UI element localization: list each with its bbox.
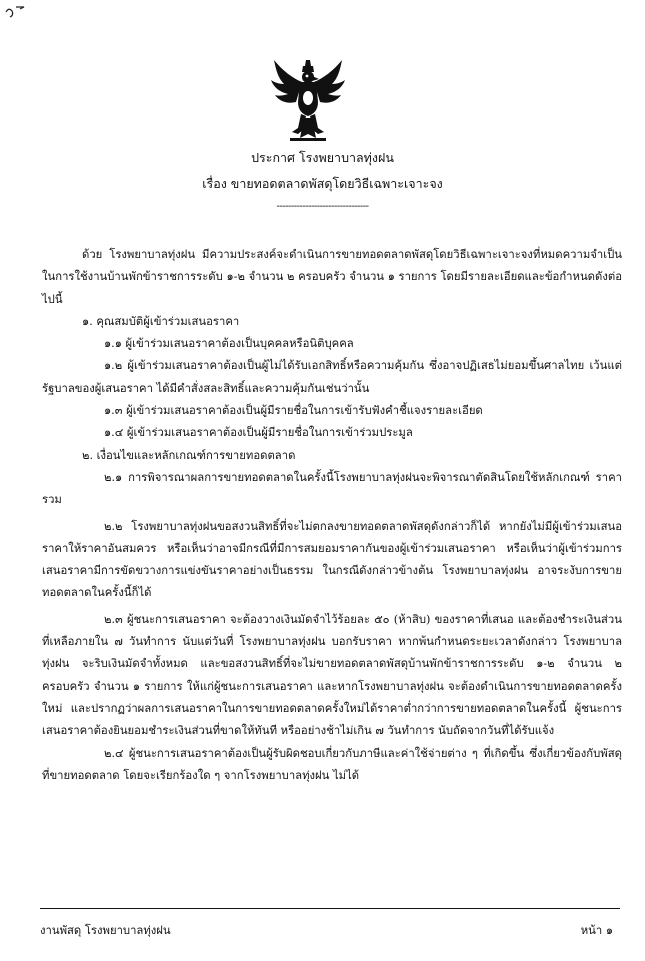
section-1-heading: ๑. คุณสมบัติผู้เข้าร่วมเสนอราคา [82,314,240,328]
section-1-item: ๑.๔ ผู้เข้าร่วมเสนอราคาต้องเป็นผู้มีรายชื่อในการเข้าร่วมประมูล [104,426,413,440]
section-2-item: ๒.๑ การพิจารณาผลการขายทอดตลาดในครั้งนี้โรงพยาบาลทุ่งฝนจะพิจารณาตัดสินโดยใช้หลักเกณฑ์ ราคารวม [42,470,622,507]
footer-divider [40,908,620,909]
section-1-item: ๑.๓ ผู้เข้าร่วมเสนอราคาต้องเป็นผู้มีรายชื่อในการเข้ารับฟังคำชี้แจงรายละเอียด [104,404,483,418]
garuda-emblem-icon [268,58,348,142]
section-2-item: ๒.๔ ผู้ชนะการเสนอราคาต้องเป็นผู้รับผิดชอบเกี่ยวกับภาษีและค่าใช้จ่ายต่าง ๆ ที่เกิดขึ้น ซึ่งเกี่ยวข้องกับพัสดุที่ขายทอดตลาด โดยจะเรียกร้องใด ๆ จากโรงพยาบาลทุ่งฝน ไม่ได้ [42,746,622,782]
section-2-item: ๒.๓ ผู้ชนะการเสนอราคา จะต้องวางเงินมัดจำไว้ร้อยละ ๕๐ (ห้าสิบ) ของราคาที่เสนอ และต้องชำระเงินส่วนที่เหลือภายใน ๗ วันทำการ นับแต่วันที่ โรงพยาบาลทุ่งฝน บอกรับราคา หากพ้นกำหนดระยะเวลาดังกล่าว โรงพยาบาลทุ่งฝน จะริบเงินมัดจำทั้งหมด และขอสงวนสิทธิ์ที่จะไม่ขายทอดตลาดพัสดุบ้านพักข้าราชการระดับ ๑-๒ จำนวน ๒ ครอบครัว จำนวน ๑ รายการ ให้แก่ผู้ชนะการเสนอราคา และหากโรงพยาบาลทุ่งฝน จะต้องดำเนินการขายทอดตลาดครั้งใหม่ และปรากฏว่าผลการเสนอราคาในการขายทอดตลาดครั้งใหม่ได้ราคาต่ำกว่าการขายทอดตลาดในครั้งนี้ ผู้ชนะการเสนอราคาต้องยินยอมชำระเงินส่วนที่ขาดให้ทันที หรืออย่างช้าไม่เกิน ๗ วันทำการ นับถัดจากวันที่ได้รับแจ้ง [42,612,622,738]
section-1-item: ๑.๑ ผู้เข้าร่วมเสนอราคาต้องเป็นบุคคลหรือนิติบุคคล [104,337,354,351]
announcement-title: ประกาศ โรงพยาบาลทุ่งฝน [251,150,394,165]
pen-mark-icon [4,4,28,26]
section-2-heading: ๒. เงื่อนไขและหลักเกณฑ์การขายทอดตลาด [82,448,296,462]
page-number: หน้า ๑ [580,924,613,937]
announcement-subject: เรื่อง ขายทอดตลาดพัสดุโดยวิธีเฉพาะเจาะจง [202,176,443,191]
section-1-item: ๑.๒ ผู้เข้าร่วมเสนอราคาต้องเป็นผู้ไม่ได้รับเอกสิทธิ์หรือความคุ้มกัน ซึ่งอาจปฏิเสธไม่ยอมขึ้นศาลไทย เว้นแต่รัฐบาลของผู้เสนอราคา ได้มีคำสั่งสละสิทธิ์และความคุ้มกันเช่นว่านั้น [42,359,622,395]
section-2-item: ๒.๒ โรงพยาบาลทุ่งฝนขอสงวนสิทธิ์ที่จะไม่ตกลงขายทอดตลาดพัสดุดังกล่าวก็ได้ หากยังไม่มีผู้เข้าร่วมเสนอราคาให้ราคาอันสมควร หรือเห็นว่าอาจมีกรณีที่มีการสมยอมราคากันของผู้เข้าร่วมเสนอราคา หรือเห็นว่าผู้เข้าร่วมการเสนอราคามีการขัดขวางการแข่งขันราคาอย่างเป็นธรรม ในกรณีดังกล่าวข้างต้น โรงพยาบาลทุ่งฝน อาจระงับการขายทอดตลาดในครั้งนี้ก็ได้ [42,519,622,600]
footer-department: งานพัสดุ โรงพยาบาลทุ่งฝน [40,924,171,937]
header-separator: -------------------------------- [276,201,369,212]
announcement-body [42,244,622,787]
intro-paragraph: ด้วย โรงพยาบาลทุ่งฝน มีความประสงค์จะดำเนินการขายทอดตลาดพัสดุโดยวิธีเฉพาะเจาะจงที่หมดความจำเป็นในการใช้งานบ้านพักข้าราชการระดับ ๑-๒ จำนวน ๒ ครอบครัว จำนวน ๑ รายการ โดยมีรายละเอียดและข้อกำหนดดังต่อไปนี้ [42,248,622,306]
